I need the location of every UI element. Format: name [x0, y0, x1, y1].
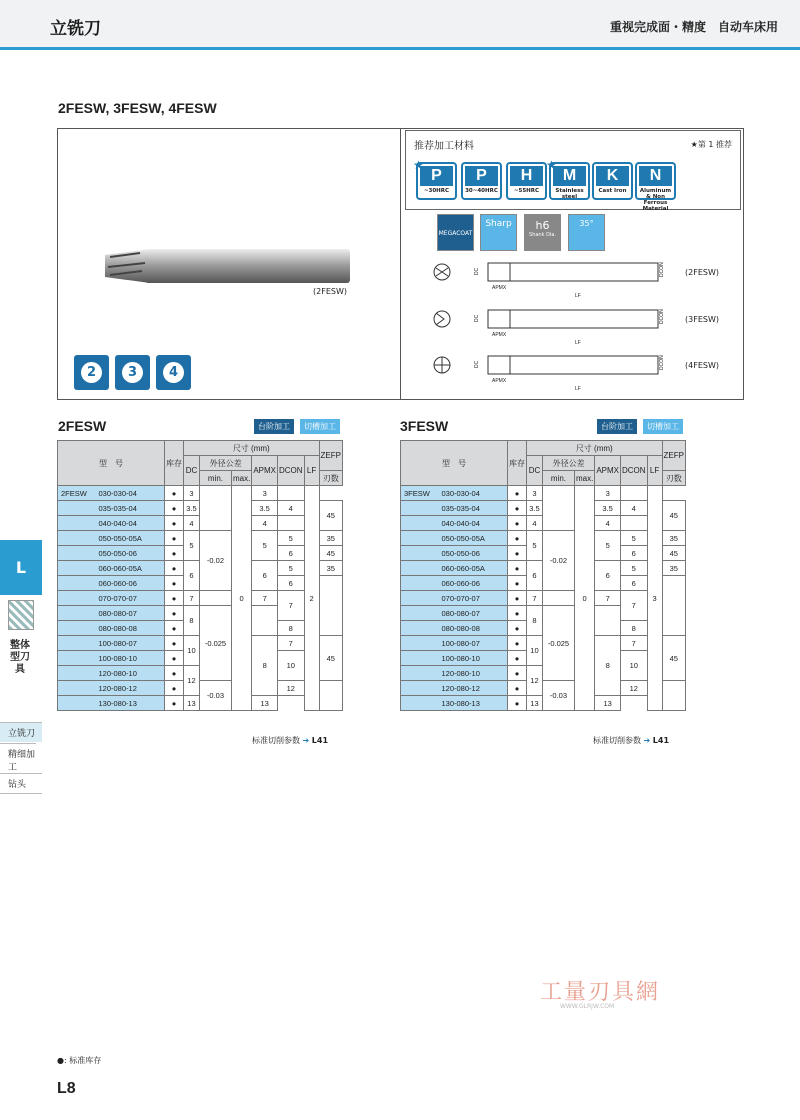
- table-row: 040-040-04 ● 4 4: [401, 516, 686, 531]
- table-row: 080-080-07 ● 8 -0.025: [401, 606, 686, 621]
- svg-text:APMX: APMX: [492, 332, 507, 338]
- tag-slot-2: 切槽加工: [643, 419, 683, 434]
- cut-ref-1[interactable]: 标准切削参数 ➔ L41: [252, 736, 329, 745]
- flute-4-icon: 4: [156, 355, 191, 390]
- material-p1: ★ P ~30HRC: [416, 162, 457, 200]
- megacoat-icon: MEGACOAT: [437, 214, 474, 251]
- footnote: ●: 标准库存: [57, 1056, 102, 1065]
- hdr-model: 型 号: [58, 441, 165, 486]
- dim-dc: DC: [474, 267, 480, 275]
- table-row: 100-080-07 ● 10 8 7 45: [401, 636, 686, 651]
- model-code: 050-050-05A: [96, 531, 165, 546]
- side-section-letter: L: [0, 540, 42, 595]
- watermark-url: WWW.GLRJW.COM: [560, 1003, 615, 1010]
- svg-text:DC: DC: [474, 314, 480, 322]
- page-header: [0, 0, 800, 50]
- table-row: 060-060-06 ● 6: [58, 576, 343, 591]
- tag-shoulder: 台阶加工: [254, 419, 294, 434]
- h6-icon: h6 Shank Dia.: [524, 214, 561, 251]
- table-row: 050-050-06 ● 6 45: [58, 546, 343, 561]
- svg-text:LF: LF: [575, 386, 581, 392]
- table2-title: 3FESW: [400, 418, 449, 434]
- model-code: 100-080-10: [439, 651, 508, 666]
- model-code: 070-070-07: [439, 591, 508, 606]
- model-code: 050-050-05A: [439, 531, 508, 546]
- model-code: 060-060-06: [439, 576, 508, 591]
- table-row: 035-035-04 ● 3.5 3.5 4 45: [58, 501, 343, 516]
- materials-box: [405, 130, 741, 210]
- hdr-size: 尺寸 (mm): [526, 441, 662, 456]
- model-code: 060-060-06: [96, 576, 165, 591]
- model-code: 120-080-12: [96, 681, 165, 696]
- star-icon: ★: [413, 158, 424, 172]
- end-mill-thumb-icon: [8, 600, 34, 630]
- model-code: 120-080-10: [96, 666, 165, 681]
- side-tab-endmill[interactable]: 立铣刀: [0, 722, 42, 742]
- side-vertical-label: 整体型刀具: [10, 640, 30, 675]
- table-row: 2FESW 030-030-04 ● 3 0 3 2: [58, 486, 343, 501]
- material-n: N Aluminum & Non Ferrous Material: [635, 162, 676, 200]
- table-row: 100-080-07 ● 10 8 7 45: [58, 636, 343, 651]
- material-p2: P 30~40HRC: [461, 162, 502, 200]
- sharp-icon: Sharp: [480, 214, 517, 251]
- svg-text:DCON: DCON: [659, 309, 665, 324]
- side-tab-finishing[interactable]: 精细加工: [0, 743, 36, 776]
- model-code: 060-060-05A: [96, 561, 165, 576]
- model-code: 080-080-07: [439, 606, 508, 621]
- flute-2-icon: 2: [74, 355, 109, 390]
- model-code: 100-080-07: [439, 636, 508, 651]
- hdr-zefp: ZEFP: [319, 441, 342, 471]
- model-code: 080-080-07: [96, 606, 165, 621]
- cut-ref-2[interactable]: 标准切削参数 ➔ L41: [593, 736, 670, 745]
- table-row: 3FESW 030-030-04 ● 3 0 3 3: [401, 486, 686, 501]
- model-code: 060-060-05A: [439, 561, 508, 576]
- model-code: 070-070-07: [96, 591, 165, 606]
- page-number: L8: [57, 1080, 76, 1097]
- model-code: 100-080-07: [96, 636, 165, 651]
- divider: [400, 129, 401, 399]
- model-code: 030-030-04: [439, 486, 508, 501]
- tag-slot: 切槽加工: [300, 419, 340, 434]
- dim-apmx: APMX: [492, 285, 507, 291]
- model-code: 130-080-13: [439, 696, 508, 711]
- svg-text:APMX: APMX: [492, 378, 507, 384]
- watermark: 工量刃具網: [540, 980, 661, 1005]
- dim-lf: LF: [575, 293, 581, 299]
- model-code: 080-080-08: [439, 621, 508, 636]
- svg-text:LF: LF: [575, 340, 581, 346]
- hdr-zefp: ZEFP: [662, 441, 685, 471]
- model-code: 120-080-10: [439, 666, 508, 681]
- table-row: 100-080-10 ● 10: [58, 651, 343, 666]
- table-row: 060-060-05A ● 6 6 5 35: [401, 561, 686, 576]
- table-row: 120-080-12 ● -0.03 12: [58, 681, 343, 696]
- model-code: 040-040-04: [439, 516, 508, 531]
- flute-3-icon: 3: [115, 355, 150, 390]
- table-row: 035-035-04 ● 3.5 3.5 4 45: [401, 501, 686, 516]
- model-code: 100-080-10: [96, 651, 165, 666]
- model-code: 050-050-06: [96, 546, 165, 561]
- table-row: 130-080-13 ● 13 13: [401, 696, 686, 711]
- material-h: H ~55HRC: [506, 162, 547, 200]
- hdr-model: 型 号: [401, 441, 508, 486]
- table-row: 080-080-07 ● 8 -0.025: [58, 606, 343, 621]
- table-row: 100-080-10 ● 10: [401, 651, 686, 666]
- page-title: 立铣刀: [50, 19, 101, 39]
- tool-label: (2FESW): [313, 287, 347, 296]
- model-code: 040-040-04: [96, 516, 165, 531]
- material-m: ★ M Stainless steel: [549, 162, 590, 200]
- model-code: 130-080-13: [96, 696, 165, 711]
- svg-text:DCON: DCON: [659, 355, 665, 370]
- hdr-size: 尺寸 (mm): [183, 441, 319, 456]
- drawing-label-4fesw: (4FESW): [685, 361, 719, 370]
- table-row: 130-080-13 ● 13 13: [58, 696, 343, 711]
- table1-title: 2FESW: [58, 418, 107, 434]
- section-title: 2FESW, 3FESW, 4FESW: [58, 100, 217, 116]
- hdr-stock: 库存: [164, 441, 183, 486]
- table-row: 080-080-08 ● 8: [401, 621, 686, 636]
- model-code: 035-035-04: [439, 501, 508, 516]
- drawing-label-2fesw: (2FESW): [685, 268, 719, 277]
- table-row: 070-070-07 ● 7 7 7: [401, 591, 686, 606]
- table-row: 050-050-05A ● 5 -0.02 5 5 35: [401, 531, 686, 546]
- table-row: 120-080-12 ● -0.03 12: [401, 681, 686, 696]
- model-code: 080-080-08: [96, 621, 165, 636]
- recommend-note: ★第 1 推荐: [690, 140, 732, 149]
- hdr-stock: 库存: [507, 441, 526, 486]
- side-tab-drill[interactable]: 钻头: [0, 773, 42, 794]
- materials-label: 推荐加工材料: [414, 141, 474, 152]
- model-code: 030-030-04: [96, 486, 165, 501]
- model-code: 050-050-06: [439, 546, 508, 561]
- svg-text:DC: DC: [474, 360, 480, 368]
- table-row: 040-040-04 ● 4 4: [58, 516, 343, 531]
- star-icon: ★: [546, 158, 557, 172]
- table-row: 050-050-05A ● 5 -0.02 5 5 35: [58, 531, 343, 546]
- table-row: 120-080-10 ● 12: [58, 666, 343, 681]
- end-mill-image: [100, 241, 360, 291]
- drawing-label-3fesw: (3FESW): [685, 315, 719, 324]
- model-code: 120-080-12: [439, 681, 508, 696]
- header-subtitle: 重视完成面・精度 自动车床用: [609, 20, 778, 34]
- table-row: 050-050-06 ● 6 45: [401, 546, 686, 561]
- table-row: 120-080-10 ● 12: [401, 666, 686, 681]
- angle-35-icon: 35°: [568, 214, 605, 251]
- material-k: K Cast Iron: [592, 162, 633, 200]
- model-code: 035-035-04: [96, 501, 165, 516]
- table-row: 080-080-08 ● 8: [58, 621, 343, 636]
- dim-dcon: DCON: [659, 262, 665, 277]
- table-row: 060-060-06 ● 6: [401, 576, 686, 591]
- spec-table-2fesw: 型 号 库存 尺寸 (mm) ZEFP DC 外径公差 APMX DCON LF min. max. 刃数 2FESW 030-030-04 ● 3 0 3 2 035-035-04 ● 3.5 3.5 4 45 040-040-04 ● 4 4 050-050-05A ● 5 -0.02 5 5 35 050-050-06 ● 6 45 060-060-05A ● 6 6 5 35 060-060-06 ● 6 070-070-07 ● 7 7 7 080-080-07 ● 8 -0.025 080-080-08 ● 8 100-080-07 ● 10 8 7 45 100-080-10 ● 10 120-080-10 ● 12 120-080-12 ● -0.03 12 130-080-13 ● 13 13: [57, 440, 343, 711]
- tag-shoulder-2: 台阶加工: [597, 419, 637, 434]
- table-row: 070-070-07 ● 7 7 7: [58, 591, 343, 606]
- spec-table-3fesw: 型 号 库存 尺寸 (mm) ZEFP DC 外径公差 APMX DCON LF min. max. 刃数 3FESW 030-030-04 ● 3 0 3 3 035-035-04 ● 3.5 3.5 4 45 040-040-04 ● 4 4 050-050-05A ● 5 -0.02 5 5 35 050-050-06 ● 6 45 060-060-05A ● 6 6 5 35 060-060-06 ● 6 070-070-07 ● 7 7 7 080-080-07 ● 8 -0.025 080-080-08 ● 8 100-080-07 ● 10 8 7 45 100-080-10 ● 10 120-080-10 ● 12 120-080-12 ● -0.03 12 130-080-13 ● 13 13: [400, 440, 686, 711]
- table-row: 060-060-05A ● 6 6 5 35: [58, 561, 343, 576]
